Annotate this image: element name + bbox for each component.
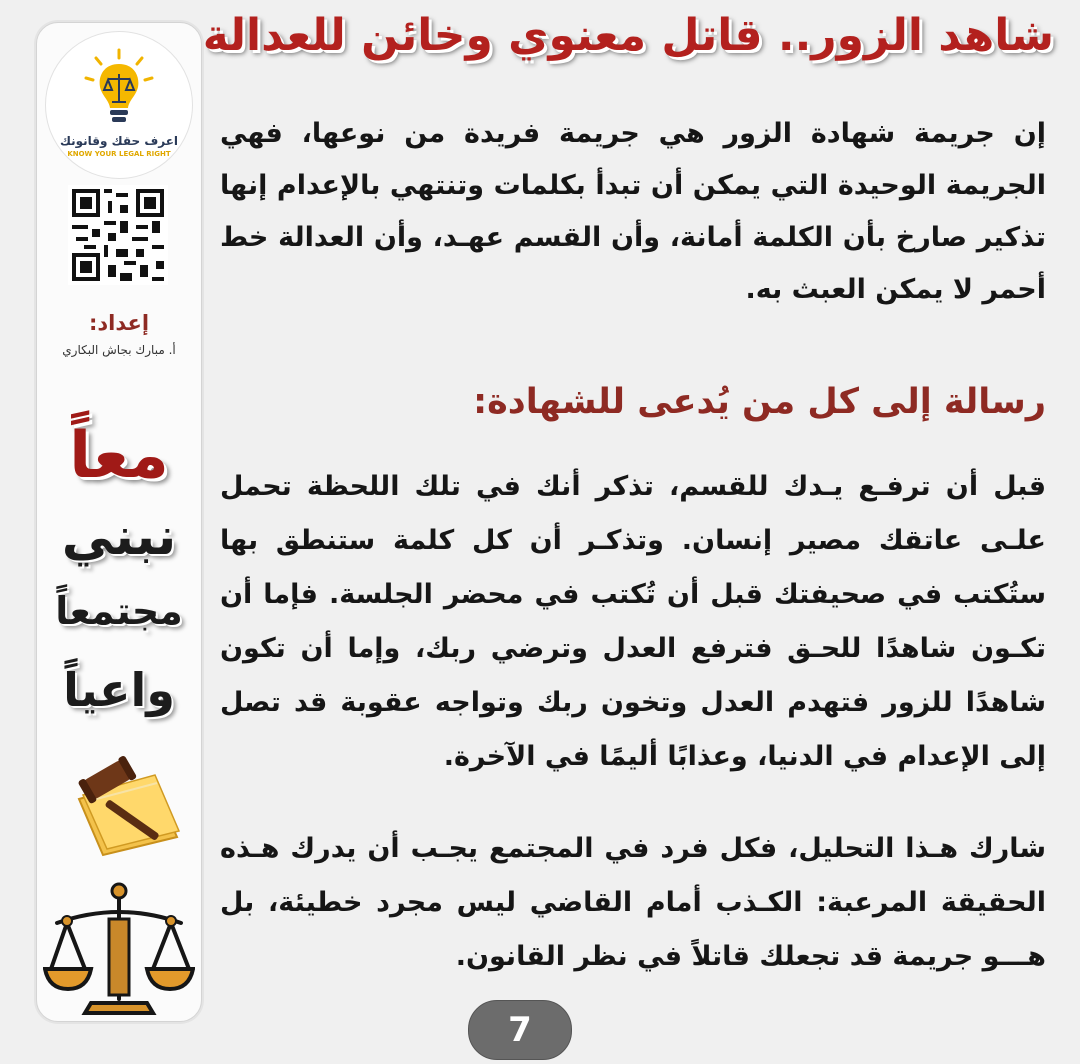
gavel-icon xyxy=(59,749,189,859)
logo-text-arabic: اعرف حقك وقانونك xyxy=(59,134,179,148)
qr-code-icon[interactable] xyxy=(67,185,169,285)
message-paragraph: قبل أن ترفـع يـدك للقسم، تذكر أنك في تلك اللحظة تحمل علـى عاتقك مصير إنسان. وتذكـر أن كل كلمة ستنطق بها ستُكتب في صحيفتك قبل أن تُكتب في محضر الجلسة. فإما أن تكـون شاهدًا للحـق فترفع العدل وترضي ربك، وإما أن تكون شاهدًا للزور فتهدم العدل وتخون ربك وتواجه عقوبة قد تصل إلى الإعدام في الدنيا، وعذابًا أليمًا في الآخرة. xyxy=(220,471,1046,772)
sidebar xyxy=(36,22,202,1022)
closing-paragraph: شارك هـذا التحليل، فكل فرد في المجتمع يجـب أن يدرك هـذه الحقيقة المرعبة: الكـذب أمام القاضي ليس مجرد خطيئة، بل هـــو جريمة قد تجعلك قاتلاً في نظر القانون. xyxy=(220,833,1046,972)
author-name: أ. مبارك بجاش البكاري xyxy=(62,343,176,357)
intro-paragraph: إن جريمة شهادة الزور هي جريمة فريدة من نوعها، فهي الجريمة الوحيدة التي يمكن أن تبدأ بكلمات وتنتهي بالإعدام إنها تذكير صارخ بأن الكلمة أمانة، وأن القسم عهـد، وأن العدالة خط أحمر لا يمكن العبث به. xyxy=(220,118,1046,305)
logo-text-english: KNOW YOUR LEGAL RIGHT xyxy=(67,150,171,158)
brand-logo xyxy=(45,31,193,179)
slogan-line-4: واعياً xyxy=(63,663,175,717)
scales-of-justice-icon xyxy=(43,879,195,1019)
page-title: شاهد الزور.. قاتل معنوي وخائن للعدالة xyxy=(202,10,1054,61)
slogan-line-2: نبني xyxy=(61,507,177,567)
main-content xyxy=(202,0,1054,1064)
section-heading: رسالة إلى كل من يُدعى للشهادة: xyxy=(473,382,1046,422)
slogan-line-3: مجتمعاً xyxy=(55,589,183,633)
page-number-badge: 7 xyxy=(468,1000,572,1060)
prepared-by-label: إعداد: xyxy=(88,311,150,335)
slogan-line-1: معاً xyxy=(69,419,169,493)
